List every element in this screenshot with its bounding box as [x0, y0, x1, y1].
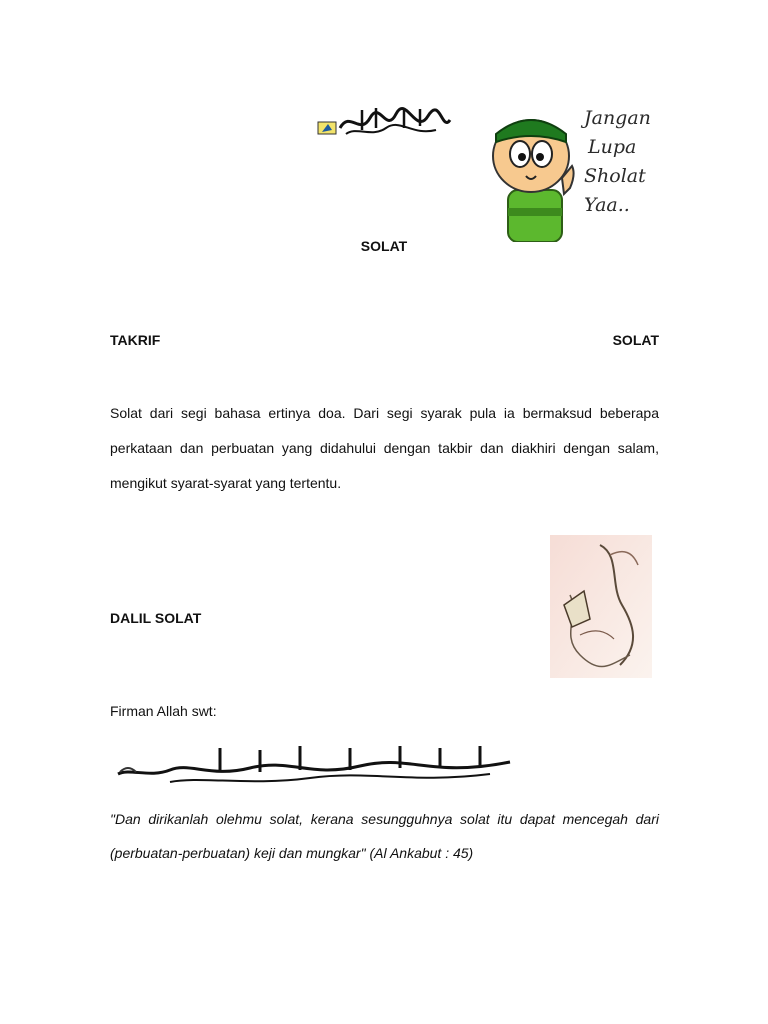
calligraphy-artwork-icon [550, 535, 652, 678]
takrif-heading-row [110, 332, 659, 348]
quran-verse [110, 742, 515, 790]
boy-with-kopiah-icon [486, 104, 576, 242]
dalil-heading: DALIL SOLAT [110, 610, 202, 626]
caption-line: Sholat [584, 165, 646, 187]
takrif-label: TAKRIF [110, 332, 161, 348]
bismillah-calligraphy [316, 106, 452, 140]
caption-line: Jangan [584, 107, 651, 129]
cartoon-caption [584, 104, 662, 220]
solat-label: SOLAT [612, 332, 659, 348]
takrif-paragraph: Solat dari segi bahasa ertinya doa. Dari segi syarak pula ia bermaksud beberapa perkataan dan perbuatan yang didahului dengan takbir dan diakhiri dengan salam, mengikut syarat-syarat yang tertentu. [110, 405, 659, 491]
quran-verse-calligraphy-icon [110, 742, 515, 790]
bismillah-calligraphy-icon [316, 106, 452, 140]
page-title: SOLAT [360, 238, 408, 254]
verse-translation: "Dan dirikanlah olehmu solat, kerana sesungguhnya solat itu dapat mencegah dari (perbuatan-perbuatan) keji dan mungkar" (Al Ankabut : 45) [110, 811, 659, 861]
caption-line: Lupa [588, 136, 637, 158]
firman-intro: Firman Allah swt: [110, 703, 217, 719]
calligraphy-artwork [550, 535, 652, 678]
caption-line: Yaa.. [584, 194, 630, 216]
cartoon-reminder [486, 104, 662, 242]
